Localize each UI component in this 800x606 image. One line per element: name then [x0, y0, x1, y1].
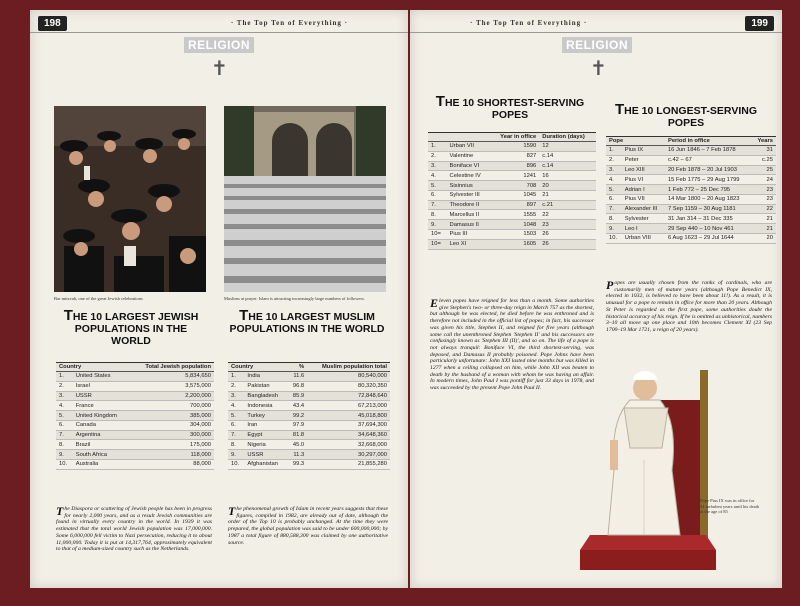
rank-cell: 2.	[428, 151, 447, 161]
years-cell: c.25	[752, 155, 776, 165]
table-row	[56, 372, 214, 382]
table-row	[606, 155, 776, 165]
jewish-col-total: Total Jewish population	[129, 363, 214, 372]
table-row	[428, 200, 596, 210]
years-cell: 21	[752, 214, 776, 224]
jewish-paragraph	[56, 506, 212, 553]
country-cell: Argentina	[73, 430, 129, 440]
rank-cell: 3.	[56, 391, 73, 401]
rank-cell: 5.	[56, 411, 73, 421]
rank-cell: 10.	[606, 234, 622, 244]
total-cell: 37,694,300	[307, 420, 390, 430]
table-row	[228, 450, 390, 460]
duration-cell: 16	[539, 171, 596, 181]
shortest-title-text: HE 10 SHORTEST-SERVING POPES	[444, 97, 585, 121]
years-cell: 22	[752, 204, 776, 214]
total-cell: 3,575,000	[129, 381, 214, 391]
left-header	[30, 14, 408, 33]
section-label-left: RELIGION	[184, 37, 254, 53]
pope-cell: Marcellus II	[447, 210, 491, 220]
year-cell: 1590	[490, 142, 539, 152]
table-row	[606, 175, 776, 185]
muslim-title-text: HE 10 LARGEST MUSLIM POPULATIONS IN THE WORLD	[229, 311, 385, 335]
pope-cell: Alexander III	[622, 204, 665, 214]
muslim-population-table	[228, 362, 390, 470]
period-cell: 14 Mar 1800 – 20 Aug 1823	[665, 194, 752, 204]
shortest-col-duration: Duration (days)	[539, 133, 596, 142]
longest-para-initial: P	[606, 278, 614, 292]
total-cell: 2,200,000	[129, 391, 214, 401]
rank-cell: 7.	[606, 204, 622, 214]
longest-popes-title	[606, 101, 766, 129]
left-page-number: 198	[38, 16, 67, 31]
cross-icon-right: ✝	[590, 58, 607, 80]
muslim-table-title	[226, 307, 388, 335]
percent-cell: 81.8	[287, 430, 307, 440]
total-cell: 30,297,000	[307, 450, 390, 460]
years-cell: 20	[752, 234, 776, 244]
table-row	[428, 239, 596, 249]
table-row	[56, 430, 214, 440]
rank-cell: 9.	[228, 450, 244, 460]
jewish-para-text: he Diaspora or scattering of Jewish people has been in progress for nearly 2,000 years, and as a result Jewish communities are found in virtually every country in the world. In 1939 it was estimated that the total world Jewish population was 17,000,000. Some 6,000,000 fell victim to Nazi persecution, reducing it to about 11,000,000. Today it is put at 14,317,764, approximately equivalent to that of a medium-sized country such as the Netherlands.	[56, 506, 212, 553]
percent-cell: 99.3	[287, 460, 307, 470]
rank-cell: 8.	[428, 210, 447, 220]
rank-cell: 1.	[606, 146, 622, 156]
table-row	[228, 440, 390, 450]
table-row	[228, 381, 390, 391]
country-cell: USSR	[244, 450, 287, 460]
duration-cell: c.14	[539, 161, 596, 171]
caption-pope-photo: Pope Pius IX was in office for 31 turbulent years until his death at the age of 85	[700, 498, 760, 514]
rank-cell: 10=	[428, 239, 447, 249]
muslim-col-country: Country	[228, 363, 287, 372]
country-cell: Australia	[73, 460, 129, 470]
period-cell: 20 Feb 1878 – 20 Jul 1903	[665, 165, 752, 175]
table-row	[228, 372, 390, 382]
duration-cell: 20	[539, 181, 596, 191]
rank-cell: 2.	[228, 381, 244, 391]
year-cell: 1048	[490, 220, 539, 230]
table-row	[228, 460, 390, 470]
total-cell: 72,848,640	[307, 391, 390, 401]
shortest-para-text: leven popes have reigned for less than a month. Some authorities give Stephen's two- or three-day reign in March 757 as the shortest, but although he was elected, he died before he was enthroned and is therefore not included in the official list of popes; in fact, his successor was given his title, Stephen II, and reigned for five years (although some call the unenthroned Stephen 'Stephen II' and his successors are confusingly known as 'Stephen III (II)', and so on. The life of a pope is not always tranquil: Boniface VI, the third shortest-serving, was deposed, and Damasus II probably poisoned. Pope Johns have been particularly unfortunate: John XXI lasted nine months but was killed in 1277 when a ceiling collapsed on him, while John XII was beaten to death by the husband of a woman with whom he was having an affair. In modern times, John Paul I was pontiff for just 33 days in 1978, and was succeeded by the present Pope John Paul II.	[430, 298, 594, 392]
total-cell: 700,000	[129, 401, 214, 411]
longest-para-text: opes are usually chosen from the ranks of cardinals, who are customarily men of mature years (although Pope Benedict IX, elected in 1032, is believed to have been about 11!). As a result, it is unusual for a pope to remain in office for more than 20 years. Although St Peter is regarded as the first pope, some authorities doubt the historical accuracy of his reign. If he is omitted as unhistorical, numbers 3–10 all move up one place and 10th becomes Clement XI (23 Sep 1700–19 Mar 1721, a reign of 20 years).	[606, 280, 772, 333]
table-row	[606, 234, 776, 244]
duration-cell: 26	[539, 230, 596, 240]
table-row	[428, 220, 596, 230]
duration-cell: 26	[539, 239, 596, 249]
total-cell: 118,000	[129, 450, 214, 460]
period-cell: 1 Feb 772 – 25 Dec 795	[665, 185, 752, 195]
jewish-title-text: HE 10 LARGEST JEWISH POPULATIONS IN THE WORLD	[72, 311, 199, 347]
rank-cell: 1.	[428, 142, 447, 152]
percent-cell: 43.4	[287, 401, 307, 411]
rank-cell: 4.	[228, 401, 244, 411]
bar-mitzvah-photo	[54, 106, 206, 292]
muslim-col-total: Muslim population total	[307, 363, 390, 372]
muslim-para-text: he phenomenal growth of Islam in recent years suggests that these figures, compiled in 1982, are already out of date, although the order of the Top 10 is probably unchanged. At the time they were prepared, the global population was said to be under 600,000,000; by 1987 a total figure of 880,588,300 was claimed by one authoritative source.	[228, 506, 388, 546]
year-cell: 1503	[490, 230, 539, 240]
rank-cell: 1.	[228, 372, 244, 382]
country-cell: Afghanistan	[244, 460, 287, 470]
pope-cell: Urban VIII	[622, 234, 665, 244]
total-cell: 385,000	[129, 411, 214, 421]
table-row	[606, 165, 776, 175]
right-page	[410, 10, 782, 588]
country-cell: Nigeria	[244, 440, 287, 450]
longest-popes-table	[606, 136, 776, 244]
total-cell: 175,000	[129, 440, 214, 450]
table-row	[606, 146, 776, 156]
period-cell: 31 Jan 314 – 31 Dec 335	[665, 214, 752, 224]
table-row	[56, 460, 214, 470]
duration-cell: 21	[539, 190, 596, 200]
country-cell: USSR	[73, 391, 129, 401]
country-cell: Egypt	[244, 430, 287, 440]
table-row	[228, 401, 390, 411]
period-cell: 6 Aug 1623 – 29 Jul 1644	[665, 234, 752, 244]
rank-cell: 7.	[228, 430, 244, 440]
years-cell: 23	[752, 185, 776, 195]
year-cell: 897	[490, 200, 539, 210]
muslim-paragraph	[228, 506, 388, 546]
rank-cell: 10=	[428, 230, 447, 240]
table-row	[56, 381, 214, 391]
table-row	[428, 230, 596, 240]
percent-cell: 99.2	[287, 411, 307, 421]
period-cell: 29 Sep 440 – 10 Nov 461	[665, 224, 752, 234]
shortest-popes-table	[428, 132, 596, 250]
table-row	[428, 151, 596, 161]
rank-cell: 5.	[428, 181, 447, 191]
rank-cell: 3.	[228, 391, 244, 401]
country-cell: France	[73, 401, 129, 411]
table-row	[228, 391, 390, 401]
table-row	[228, 420, 390, 430]
total-cell: 80,320,350	[307, 381, 390, 391]
caption-jewish-photo: Bar mitzvah, one of the great Jewish celebrations	[54, 296, 143, 301]
shortest-para-initial: E	[430, 296, 439, 310]
shortest-col-year: Year in office	[490, 133, 539, 142]
table-row	[56, 391, 214, 401]
shortest-paragraph	[430, 298, 594, 392]
country-cell: Turkey	[244, 411, 287, 421]
right-page-number: 199	[745, 16, 774, 31]
percent-cell: 97.9	[287, 420, 307, 430]
country-cell: Pakistan	[244, 381, 287, 391]
country-cell: United States	[73, 372, 129, 382]
pope-cell: Pius IX	[622, 146, 665, 156]
pope-cell: Pius III	[447, 230, 491, 240]
table-row	[56, 440, 214, 450]
total-cell: 80,540,000	[307, 372, 390, 382]
rank-cell: 2.	[56, 381, 73, 391]
muslim-title-initial: T	[239, 307, 249, 324]
shortest-popes-title	[430, 93, 590, 121]
table-row	[606, 185, 776, 195]
longest-title-initial: T	[614, 101, 625, 118]
table-row	[56, 450, 214, 460]
rank-cell: 6.	[606, 194, 622, 204]
table-row	[56, 420, 214, 430]
longest-title-text: HE 10 LONGEST-SERVING POPES	[624, 105, 757, 129]
pope-cell: Sylvester	[622, 214, 665, 224]
country-cell: Canada	[73, 420, 129, 430]
country-cell: India	[244, 372, 287, 382]
country-cell: United Kingdom	[73, 411, 129, 421]
running-title-right: · The Top Ten of Everything ·	[470, 19, 588, 27]
years-cell: 23	[752, 194, 776, 204]
year-cell: 1605	[490, 239, 539, 249]
table-row	[56, 401, 214, 411]
year-cell: 708	[490, 181, 539, 191]
rank-cell: 4.	[428, 171, 447, 181]
pope-cell: Theodore II	[447, 200, 491, 210]
rank-cell: 7.	[428, 200, 447, 210]
rank-cell: 9.	[56, 450, 73, 460]
total-cell: 34,648,360	[307, 430, 390, 440]
period-cell: 15 Feb 1775 – 29 Aug 1799	[665, 175, 752, 185]
pope-cell: Celestine IV	[447, 171, 491, 181]
table-row	[428, 161, 596, 171]
rank-cell: 7.	[56, 430, 73, 440]
muslims-prayer-photo	[224, 106, 386, 292]
rank-cell: 10.	[56, 460, 73, 470]
table-row	[606, 214, 776, 224]
rank-cell: 4.	[606, 175, 622, 185]
year-cell: 1045	[490, 190, 539, 200]
rank-cell: 8.	[606, 214, 622, 224]
pope-cell: Pius VI	[622, 175, 665, 185]
country-cell: Iran	[244, 420, 287, 430]
rank-cell: 6.	[228, 420, 244, 430]
caption-muslim-photo: Muslims at prayer. Islam is attracting increasingly large numbers of followers.	[224, 296, 365, 301]
pope-cell: Sisinnius	[447, 181, 491, 191]
country-cell: Israel	[73, 381, 129, 391]
total-cell: 67,213,000	[307, 401, 390, 411]
rank-cell: 9.	[606, 224, 622, 234]
table-row	[606, 204, 776, 214]
muslim-para-initial: T	[228, 504, 236, 518]
longest-col-period: Period in office	[665, 137, 752, 146]
table-row	[56, 411, 214, 421]
muslim-col-pct: %	[287, 363, 307, 372]
country-cell: South Africa	[73, 450, 129, 460]
percent-cell: 11.6	[287, 372, 307, 382]
total-cell: 45,018,800	[307, 411, 390, 421]
pope-cell: Adrian I	[622, 185, 665, 195]
year-cell: 896	[490, 161, 539, 171]
years-cell: 24	[752, 175, 776, 185]
rank-cell: 2.	[606, 155, 622, 165]
pope-cell: Leo XIII	[622, 165, 665, 175]
jewish-title-initial: T	[63, 307, 73, 324]
years-cell: 21	[752, 224, 776, 234]
rank-cell: 3.	[428, 161, 447, 171]
rank-cell: 10.	[228, 460, 244, 470]
pope-cell: Peter	[622, 155, 665, 165]
country-cell: Bangladesh	[244, 391, 287, 401]
total-cell: 304,000	[129, 420, 214, 430]
pope-cell: Urban VII	[447, 142, 491, 152]
table-row	[428, 171, 596, 181]
table-row	[428, 210, 596, 220]
country-cell: Brazil	[73, 440, 129, 450]
duration-cell: c.21	[539, 200, 596, 210]
period-cell: 7 Sep 1159 – 30 Aug 1181	[665, 204, 752, 214]
table-row	[606, 224, 776, 234]
percent-cell: 96.8	[287, 381, 307, 391]
rank-cell: 5.	[228, 411, 244, 421]
running-title-left: · The Top Ten of Everything ·	[230, 19, 348, 27]
table-row	[606, 194, 776, 204]
longest-col-pope: Pope	[606, 137, 665, 146]
total-cell: 21,855,280	[307, 460, 390, 470]
duration-cell: 22	[539, 210, 596, 220]
rank-cell: 6.	[428, 190, 447, 200]
year-cell: 1241	[490, 171, 539, 181]
pope-cell: Sylvester III	[447, 190, 491, 200]
percent-cell: 11.3	[287, 450, 307, 460]
year-cell: 827	[490, 151, 539, 161]
pope-cell: Leo I	[622, 224, 665, 234]
percent-cell: 85.9	[287, 391, 307, 401]
longest-col-years: Years	[752, 137, 776, 146]
left-page	[30, 10, 408, 588]
pope-cell: Damasus II	[447, 220, 491, 230]
table-row	[228, 430, 390, 440]
rank-cell: 8.	[56, 440, 73, 450]
duration-cell: 23	[539, 220, 596, 230]
rank-cell: 4.	[56, 401, 73, 411]
total-cell: 32,668,000	[307, 440, 390, 450]
rank-cell: 8.	[228, 440, 244, 450]
period-cell: c.42 – 67	[665, 155, 752, 165]
duration-cell: 12	[539, 142, 596, 152]
pope-cell: Boniface VI	[447, 161, 491, 171]
year-cell: 1555	[490, 210, 539, 220]
section-label-right: RELIGION	[562, 37, 632, 53]
table-row	[428, 142, 596, 152]
pope-cell: Pius VII	[622, 194, 665, 204]
shortest-title-initial: T	[435, 93, 445, 110]
years-cell: 31	[752, 146, 776, 156]
table-row	[428, 181, 596, 191]
rank-cell: 1.	[56, 372, 73, 382]
years-cell: 25	[752, 165, 776, 175]
cross-icon: ✝	[211, 58, 228, 80]
total-cell: 300,000	[129, 430, 214, 440]
percent-cell: 45.0	[287, 440, 307, 450]
jewish-table-title	[54, 307, 208, 347]
country-cell: Indonesia	[244, 401, 287, 411]
rank-cell: 5.	[606, 185, 622, 195]
total-cell: 88,000	[129, 460, 214, 470]
pope-cell: Valentine	[447, 151, 491, 161]
period-cell: 16 Jun 1846 – 7 Feb 1878	[665, 146, 752, 156]
pope-pius-ix-illustration	[580, 330, 716, 582]
jewish-population-table	[56, 362, 214, 470]
longest-paragraph	[606, 280, 772, 334]
rank-cell: 6.	[56, 420, 73, 430]
duration-cell: c.14	[539, 151, 596, 161]
table-row	[228, 411, 390, 421]
jewish-para-initial: T	[56, 504, 64, 518]
rank-cell: 9.	[428, 220, 447, 230]
total-cell: 5,834,650	[129, 372, 214, 382]
pope-cell: Leo XI	[447, 239, 491, 249]
rank-cell: 3.	[606, 165, 622, 175]
right-header	[410, 14, 782, 33]
jewish-col-country: Country	[56, 363, 129, 372]
table-row	[428, 190, 596, 200]
